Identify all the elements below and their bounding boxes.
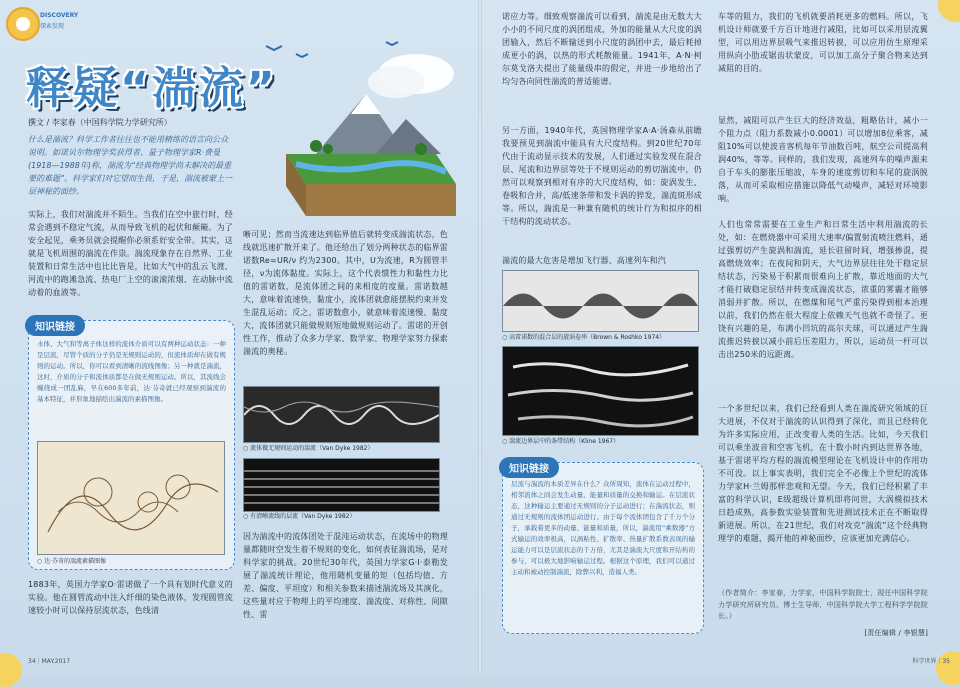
paragraph: 晰可见；然而当流速达到临界值后就转变成湍流状态，色线就迅速扩散开来了。他还给出了划分两种状态的临界雷诺数Re=UR/ν 约为2300。其中，U为流速，R为圆管半径，ν为流体黏度。实际上，这个代表惯性力和黏性力比值的雷诺数，是流体团之间的来相度的度量。雷诺数越大，意味着流速快，黏度小，流体团就愈能摆脱约束并发生混乱运动；反之，雷诺数愈小，就意味着流速慢、黏度大，流体团就只能做规则短地做规则运动了。雷诺的开创性工作，推动了众多力学家、数学家、物理学家努力探索湍流的奥秘。 [243, 230, 448, 356]
laminar-flow-photo [243, 458, 440, 512]
article-author: 撰文 / 李家春（中国科学院力学研究所） [28, 118, 172, 127]
page-folio: 科学世界｜35 [912, 658, 950, 665]
editor-credit: [责任编辑 / 李银慧] [864, 629, 928, 637]
turbulence-image-icon [244, 387, 439, 442]
paragraph: 1883年，英国力学家O·雷诺做了一个具有划时代意义的实验。他在圆管流动中注入纤细的染色液体，发现圆管流速较小时可以保持层流状态，色线清 [28, 580, 233, 615]
article-intro: 什么是湍流？科学工作者往往也不能用精练的语言向公众说明。如诺贝尔物理学奖获得者、量子物理学家R·费曼(1918—1988年)称，湍流为“经典物理学尚未解决的最重要的难题”。科学家们对它望而生畏，于是，湍流被蒙上一层神秘的面纱。 [28, 135, 233, 196]
paragraph: 因为湍流中的流体团处于混沌运动状态，在流场中的物理量都随时空发生着不规则的变化，如何表征湍流场，是对科学家的挑战。20世纪30年代，英国力学家G·I·泰勒发展了湍流统计理论，他用随机变量的矩（包括均值、方差、偏度、平坦度）和相关参数来描述湍流场及其演化，这些量对应于物理上的平均速度、湍流度、对称性、间隙性、雷 [243, 532, 448, 619]
knowledge-heading: 知识链接 [499, 457, 559, 478]
right-page [480, 0, 960, 675]
turbulence-illustration [256, 34, 466, 220]
knowledge-text: 层流与湍流的本质差异在什么？众所周知，流体在运动过程中，相邻流体之间会发生动量、能量和质量的交换和输运。在层流状态，这种输运主要通过无规则的分子运动进行；在湍流状态，则通过无规则的流体团运动进行。由于每个流体团包含了千万个分子，承载着更多的动量、能量和质量，所以，湍流用“乘数器”方式输运的效率极高，以涡粘性、扩散率、热量扩散系数表现的输运能力可以是层流状态的千万倍，尤其是湍流大尺度和开结构的参与，可以极大地影响输运过程。根据这个原理，我们可以通过主动和被动控制湍流，除弊兴利，造福人类。 [511, 480, 695, 576]
figure-caption: ○ 流体做无规则运动的湍流（Van Dyke 1982） [243, 445, 374, 452]
knowledge-text: 水体、大气和等离子体这样的流体介质可以有两种运动状态：一种是层流，尽管个质的分子仍是无规则运动的，但流体质却在做有规则的运动。所以，你可以看到清晰的流线图像；另一种就是湍流，这时，介质的分子和流体质都是在做无规则运动。所以，其流线会缠绕成一团乱麻，早在600多年前，达·芬奇就已经观察到湍流的基本特征，并形象地描绘出湍流的素描图像。 [37, 340, 226, 403]
paragraph: 湍流的最大危害是增加飞行器、高速列车和汽 [502, 256, 666, 265]
knowledge-box [28, 320, 235, 570]
column-logo-icon [6, 7, 40, 41]
left-page [0, 0, 480, 675]
boundary-layer-photo [502, 346, 699, 436]
knowledge-heading: 知识链接 [25, 315, 85, 336]
decorative-flower-icon [938, 0, 960, 22]
turbulent-flow-photo [243, 386, 440, 443]
boundary-layer-icon [503, 347, 698, 435]
article-title: 释疑“湍流” [26, 63, 278, 114]
author-bio: （作者简介：李家春，力学家，中国科学院院士，现任中国科学院力学研究所研究员、博士生导师，中国科学院大学工程科学学院院长。） [718, 589, 928, 620]
page-folio: 34｜MAY.2017 [28, 658, 71, 665]
laminar-image-icon [244, 459, 439, 511]
column-subtitle: 探索发现 [40, 23, 65, 30]
sketch-icon [38, 442, 224, 554]
paragraph: 实际上，我们对湍流并不陌生。当我们在空中旅行时，经常会遇到不稳定气流，从而导致飞机的起伏和颠簸。为了安全起见，乘务员就会提醒你必须系好安全带。其实，这就是飞机周围的湍流在作祟。湍流现象存在自然界、工业装置和日常生活中也比比皆是，比如大气中的乱云飞渡、河流中的跑滩急流、热电厂上空的滚滚浓烟、在动脉中流动着的血液等。 [28, 210, 233, 297]
figure-caption: ○ 高雷诺数的混合层的旋涡卷串（Brown & Roshko 1974） [502, 334, 666, 341]
mixing-layer-photo [502, 270, 699, 332]
mixing-layer-icon [503, 271, 698, 331]
paragraph: 另一方面，1940年代，英国物理学家A·A·汤森从前瞻我要预见到湍流中能具有大尺度结构。到20世纪70年代由于流动显示技术的发展，人们通过实验发现在混合层、尾流和边界层等处于不规则运动的剪切湍流中，仍然可以观察到相对有序的大尺度结构，如：旋涡发生、卷吸和合并，高/低速条带和发卡涡的猝发，湍流斑形成等。所以，湍流是一种兼有随机的统计行为和拟序的相干结构的流动状态。 [502, 126, 702, 226]
paragraph: 显然，减阻可以产生巨大的经济效益，粗略估计，减小一个阻力点（阻力系数减小0.0001）可以增加8位乘客，减阻10%可以使波音客机每年节油数百吨，航空公司提高利润40%，等等。同样的，我们发现，高速列车的噪声源来自于车头的膨胀压缩波，车身的速度剪切和车尾的旋涡脱落，从而可采取相应措施以降低气动噪声，减轻对环境影响。 [718, 116, 928, 203]
column-title: DISCOVERY [40, 12, 79, 19]
paragraph: 人们也常常需要在工业生产和日常生活中利用湍流的长处，如：在燃烧器中可采用大速率/偏置射流喷注燃料，通过强剪切产生旋涡和湍流，延长驻留时间，增强掺混，提高燃烧效率；在夜间和阴天，大气边界层往往处于稳定层结状态，污染易于积累而很难向上扩散，靠近地面的大气才能打破稳定层结并转变成湍流状态，浓重的雾霾才能够消弱并扩散。所以，在燃煤和尾气严重污染得到根本治理以前，我们仍然在很大程度上依赖天气也就不奇怪了。更饶有兴趣的是，布满小凹坑的高尔夫球，可以通过产生湍流推迟转捩以减小前后压差阻力，所以，运动员一杆可以击出250米的远距离。 [718, 220, 928, 359]
davinci-sketch [37, 441, 225, 555]
paragraph: 诺应力等。细致观察湍流可以看到，湍流是由无数大大小小的不同尺度的涡团组成，外加的能量从大尺度的涡团输入，然后不断输送到小尺度的涡团中去，最后耗掉成更小的涡，以热的形式耗散能量。1941年，A·N·柯尔莫戈洛夫提出了能量级串的假定，并进一步地给出了均匀各向同性湍流的普适能谱。 [502, 12, 702, 86]
paragraph: 一个多世纪以来，我们已经看到人类在湍流研究领域的巨大进展，不仅对于湍流的认识得到了深化，而且已经转化为许多实际应用，正改变着人类的生活。比如，今天我们可以乘坐波音和空客飞机，在十数小时内到达世界各地，基于雷诺平均方程的湍流模型理论在飞机设计中的作用功不可没。以上事实表明，我们完全不必像上个世纪的流体力学家H·兰姆那样悲观和无望。今天，我们已经积累了丰富的科学认识，E级超级计算机即将问世，大涡模拟技术日趋成熟，高参数实验装置和先进测试技术正在不断取得新进展。所以，在21世纪，我们对攻克“湍流”这个经典物理学的难题，揭开他的神秘面纱，应该更加充满信心。 [718, 404, 928, 543]
figure-caption: ○ 达·芬奇的湍流素描图像 [37, 558, 107, 565]
decorative-flower-icon [0, 653, 22, 687]
figure-caption: ○ 湍流边界层中的条带结构（Kline 1967） [502, 438, 620, 445]
figure-caption: ○ 有清晰流线的层流（Van Dyke 1982） [243, 513, 356, 520]
knowledge-box [502, 462, 704, 634]
paragraph: 车等的阻力，我们的飞机就要消耗更多的燃料。所以，飞机设计师就要千方百计地进行减阻，比如可以采用层流翼型，可以用边界层吸气来推迟转捩，可以应用仿生原理采用纵向小肋或锯齿状蒙皮，可以加工高分子聚合物来达到减阻的目的。 [718, 12, 928, 73]
